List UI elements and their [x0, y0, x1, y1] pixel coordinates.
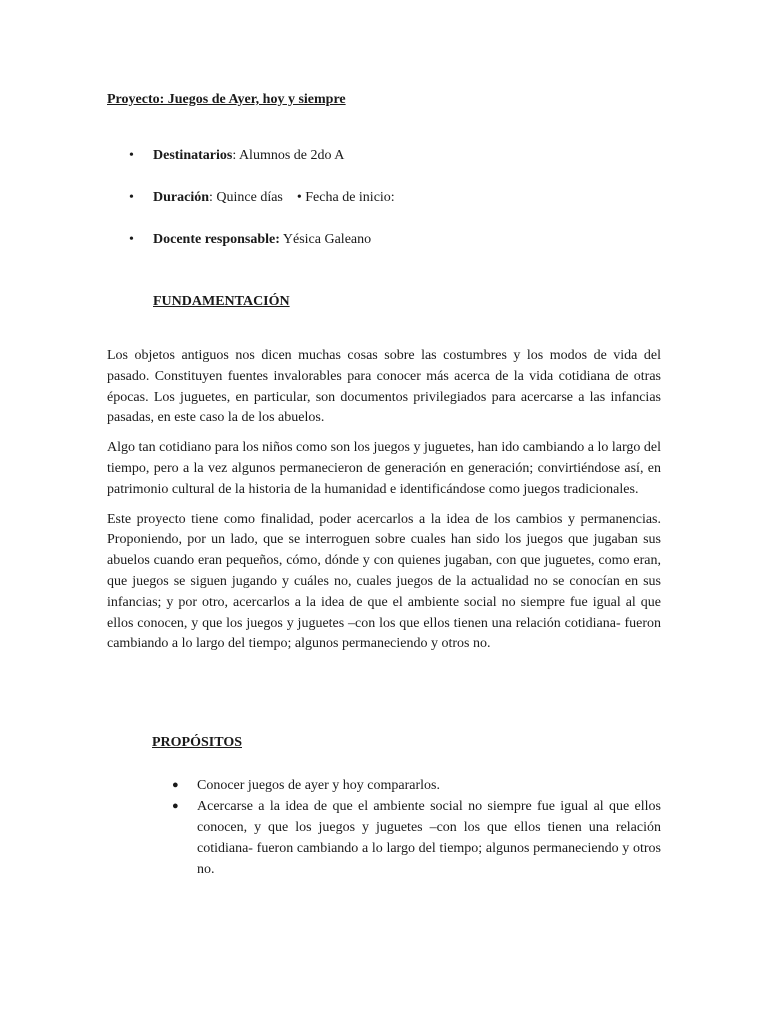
project-details-list	[107, 146, 395, 272]
document-title: Proyecto: Juegos de Ayer, hoy y siempre	[107, 92, 346, 107]
bullet-icon: •	[129, 148, 134, 163]
docente-label: Docente responsable:	[153, 232, 280, 247]
duracion-value: : Quince días • Fecha de inicio:	[209, 190, 395, 205]
propositos-list	[172, 775, 661, 880]
paragraph: Este proyecto tiene como finalidad, poder acercarlos a la idea de los cambios y permanencias. Proponiendo, por un lado, que se interroguen sobre cuales han sido los juegos que jugaban sus abuelos cuando eran pequeños, cómo, dónde y con quienes jugaban, con que juguetes, como eran, que juegos se siguen jugando y cuáles no, cuales juegos de la actualidad no se conocían en sus infancias; y por otro, acercarlos a la idea de que el ambiente social no siempre fue igual al que ellos conocen, y que los juegos y juguetes –con los que ellos tienen una relación cotidiana- fueron cambiando a lo largo del tiempo; algunos permaneciendo y otros no.	[107, 511, 661, 652]
bullet-icon: •	[129, 190, 134, 205]
bullet-icon: •	[129, 232, 134, 247]
destinatarios-label: Destinatarios	[153, 148, 233, 163]
proposito-text: Acercarse a la idea de que el ambiente social no siempre fue igual al que ellos conocen, y que los juegos y juguetes –con los que ellos tienen una relación cotidiana- fueron cambiando a lo largo del tiempo; algunos permaneciendo y otros no.	[197, 799, 661, 877]
fundamentacion-heading: FUNDAMENTACIÓN	[153, 294, 290, 309]
proposito-text: Conocer juegos de ayer y hoy compararlos.	[197, 778, 440, 793]
list-item	[172, 775, 661, 796]
list-item-destinatarios	[107, 146, 395, 188]
paragraph: Algo tan cotidiano para los niños como son los juegos y juguetes, han ido cambiando a lo largo del tiempo, pero a la vez algunos permanecieron de generación en generación; convirtiéndose así, en patrimonio cultural de la historia de la humanidad e identificándose como juegos tradicionales.	[107, 440, 661, 497]
bullet-icon: ●	[172, 779, 179, 791]
bullet-icon: ●	[172, 800, 179, 812]
list-item-docente	[107, 230, 395, 272]
list-item-duracion	[107, 188, 395, 230]
destinatarios-value: : Alumnos de 2do A	[232, 148, 345, 163]
docente-value: Yésica Galeano	[279, 232, 372, 247]
list-item	[172, 796, 661, 880]
fundamentacion-body	[107, 346, 661, 664]
duracion-label: Duración	[153, 190, 209, 205]
paragraph: Los objetos antiguos nos dicen muchas cosas sobre las costumbres y los modos de vida del pasado. Constituyen fuentes invalorables para conocer más acerca de la vida cotidiana de otras épocas. Los juguetes, en particular, son documentos privilegiados para acercarse a las infancias pasadas, en este caso la de los abuelos.	[107, 348, 661, 426]
propositos-heading: PROPÓSITOS	[152, 735, 242, 750]
